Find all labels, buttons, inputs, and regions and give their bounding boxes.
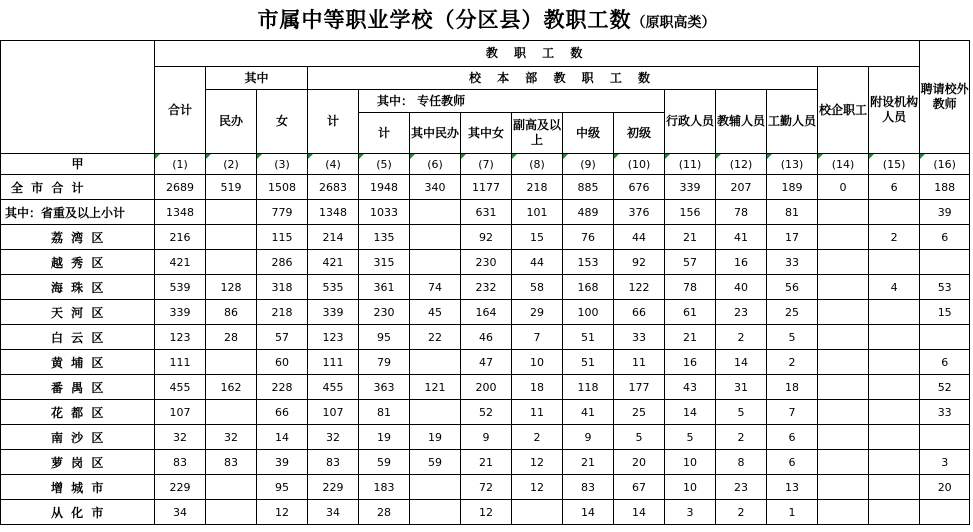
table-cell bbox=[818, 325, 869, 350]
table-cell: 10 bbox=[512, 350, 563, 375]
column-index-cell: (4) bbox=[308, 154, 359, 175]
table-cell bbox=[410, 475, 461, 500]
table-cell: 214 bbox=[308, 225, 359, 250]
table-cell: 92 bbox=[461, 225, 512, 250]
table-cell: 33 bbox=[614, 325, 665, 350]
table-cell bbox=[818, 300, 869, 325]
table-cell: 6 bbox=[767, 425, 818, 450]
table-cell: 177 bbox=[614, 375, 665, 400]
column-index-cell: (7) bbox=[461, 154, 512, 175]
table-cell: 21 bbox=[563, 450, 614, 475]
table-cell: 340 bbox=[410, 175, 461, 200]
table-cell: 200 bbox=[461, 375, 512, 400]
table-cell: 59 bbox=[359, 450, 410, 475]
table-row bbox=[1, 425, 970, 450]
table-cell bbox=[869, 475, 920, 500]
table-cell: 60 bbox=[257, 350, 308, 375]
table-cell: 81 bbox=[359, 400, 410, 425]
table-cell: 31 bbox=[716, 375, 767, 400]
table-cell: 1948 bbox=[359, 175, 410, 200]
header-sub-total: 计 bbox=[308, 90, 359, 154]
table-cell: 6 bbox=[920, 350, 970, 375]
table-cell: 421 bbox=[155, 250, 206, 275]
table-cell: 95 bbox=[359, 325, 410, 350]
column-index-cell: (16) bbox=[920, 154, 970, 175]
header-school-staff: 校 本 部 教 职 工 数 bbox=[308, 67, 818, 90]
table-cell: 19 bbox=[410, 425, 461, 450]
table-cell bbox=[206, 225, 257, 250]
table-cell: 1 bbox=[767, 500, 818, 525]
table-cell: 52 bbox=[461, 400, 512, 425]
table-cell bbox=[920, 500, 970, 525]
header-worker: 工勤人员 bbox=[767, 90, 818, 154]
table-cell: 13 bbox=[767, 475, 818, 500]
table-row bbox=[1, 475, 970, 500]
table-cell bbox=[869, 300, 920, 325]
table-cell: 2 bbox=[767, 350, 818, 375]
table-cell bbox=[869, 425, 920, 450]
table-cell bbox=[410, 400, 461, 425]
table-cell: 9 bbox=[563, 425, 614, 450]
table-cell: 535 bbox=[308, 275, 359, 300]
table-cell: 11 bbox=[614, 350, 665, 375]
table-cell: 6 bbox=[869, 175, 920, 200]
table-row bbox=[1, 225, 970, 250]
table-cell bbox=[410, 500, 461, 525]
table-cell: 12 bbox=[461, 500, 512, 525]
row-label: 海 珠 区 bbox=[1, 275, 155, 300]
table-cell: 51 bbox=[563, 325, 614, 350]
table-cell: 41 bbox=[716, 225, 767, 250]
table-cell: 188 bbox=[920, 175, 970, 200]
table-cell: 455 bbox=[155, 375, 206, 400]
table-cell: 14 bbox=[614, 500, 665, 525]
table-cell: 207 bbox=[716, 175, 767, 200]
table-cell: 32 bbox=[155, 425, 206, 450]
table-cell: 15 bbox=[512, 225, 563, 250]
table-row bbox=[1, 200, 970, 225]
table-cell: 78 bbox=[665, 275, 716, 300]
header-ft-junior: 初级 bbox=[614, 113, 665, 154]
table-cell: 53 bbox=[920, 275, 970, 300]
table-cell bbox=[869, 500, 920, 525]
table-cell: 9 bbox=[461, 425, 512, 450]
table-cell: 0 bbox=[818, 175, 869, 200]
table-cell bbox=[869, 200, 920, 225]
table-cell: 22 bbox=[410, 325, 461, 350]
table-cell: 41 bbox=[563, 400, 614, 425]
column-index-cell: (13) bbox=[767, 154, 818, 175]
row-label: 萝 岗 区 bbox=[1, 450, 155, 475]
table-row bbox=[1, 500, 970, 525]
header-aux: 教辅人员 bbox=[716, 90, 767, 154]
table-cell bbox=[206, 500, 257, 525]
column-index-cell: (14) bbox=[818, 154, 869, 175]
table-cell: 72 bbox=[461, 475, 512, 500]
table-cell: 115 bbox=[257, 225, 308, 250]
table-cell: 43 bbox=[665, 375, 716, 400]
table-cell bbox=[818, 500, 869, 525]
table-cell bbox=[206, 400, 257, 425]
table-cell: 361 bbox=[359, 275, 410, 300]
table-cell: 122 bbox=[614, 275, 665, 300]
table-cell: 66 bbox=[257, 400, 308, 425]
row-label: 南 沙 区 bbox=[1, 425, 155, 450]
table-cell: 12 bbox=[512, 450, 563, 475]
table-row bbox=[1, 175, 970, 200]
header-female: 女 bbox=[257, 90, 308, 154]
table-cell: 14 bbox=[257, 425, 308, 450]
table-cell: 676 bbox=[614, 175, 665, 200]
header-admin: 行政人员 bbox=[665, 90, 716, 154]
header-minban: 民办 bbox=[206, 90, 257, 154]
table-cell: 318 bbox=[257, 275, 308, 300]
header-jia: 甲 bbox=[1, 154, 155, 175]
table-cell: 3 bbox=[665, 500, 716, 525]
table-cell bbox=[920, 425, 970, 450]
table-cell: 111 bbox=[155, 350, 206, 375]
table-cell: 218 bbox=[512, 175, 563, 200]
table-cell: 5 bbox=[716, 400, 767, 425]
table-cell: 229 bbox=[308, 475, 359, 500]
table-cell: 2 bbox=[869, 225, 920, 250]
table-cell: 339 bbox=[155, 300, 206, 325]
table-cell: 2689 bbox=[155, 175, 206, 200]
row-label: 白 云 区 bbox=[1, 325, 155, 350]
header-ft-female: 其中女 bbox=[461, 113, 512, 154]
table-cell bbox=[410, 200, 461, 225]
table-cell: 46 bbox=[461, 325, 512, 350]
table-cell bbox=[869, 250, 920, 275]
table-cell: 58 bbox=[512, 275, 563, 300]
table-cell bbox=[512, 500, 563, 525]
table-cell: 5 bbox=[614, 425, 665, 450]
table-cell: 228 bbox=[257, 375, 308, 400]
column-index-cell: (10) bbox=[614, 154, 665, 175]
table-cell: 83 bbox=[308, 450, 359, 475]
row-label: 番 禺 区 bbox=[1, 375, 155, 400]
row-label: 花 都 区 bbox=[1, 400, 155, 425]
table-cell: 12 bbox=[512, 475, 563, 500]
table-cell: 230 bbox=[461, 250, 512, 275]
table-cell: 83 bbox=[155, 450, 206, 475]
table-cell bbox=[869, 375, 920, 400]
table-cell: 376 bbox=[614, 200, 665, 225]
table-cell: 2 bbox=[716, 500, 767, 525]
column-index-cell: (6) bbox=[410, 154, 461, 175]
column-index-cell: (12) bbox=[716, 154, 767, 175]
table-cell bbox=[920, 250, 970, 275]
table-cell: 2 bbox=[716, 425, 767, 450]
table-cell: 315 bbox=[359, 250, 410, 275]
table-cell bbox=[869, 450, 920, 475]
table-cell: 183 bbox=[359, 475, 410, 500]
column-index-cell: (5) bbox=[359, 154, 410, 175]
table-cell bbox=[818, 400, 869, 425]
table-cell: 57 bbox=[665, 250, 716, 275]
table-cell bbox=[206, 350, 257, 375]
table-cell bbox=[869, 325, 920, 350]
table-cell: 25 bbox=[614, 400, 665, 425]
table-cell: 47 bbox=[461, 350, 512, 375]
table-cell bbox=[869, 400, 920, 425]
row-label: 荔 湾 区 bbox=[1, 225, 155, 250]
table-cell bbox=[818, 200, 869, 225]
column-index-cell: (15) bbox=[869, 154, 920, 175]
table-cell: 1033 bbox=[359, 200, 410, 225]
table-cell: 10 bbox=[665, 450, 716, 475]
table-cell: 32 bbox=[206, 425, 257, 450]
row-label: 越 秀 区 bbox=[1, 250, 155, 275]
table-cell: 7 bbox=[512, 325, 563, 350]
table-cell: 83 bbox=[206, 450, 257, 475]
table-cell: 153 bbox=[563, 250, 614, 275]
table-cell: 455 bbox=[308, 375, 359, 400]
table-cell: 32 bbox=[308, 425, 359, 450]
table-cell bbox=[206, 250, 257, 275]
table-cell: 16 bbox=[716, 250, 767, 275]
table-cell: 29 bbox=[512, 300, 563, 325]
header-ft-senior: 副高及以上 bbox=[512, 113, 563, 154]
table-cell: 1348 bbox=[155, 200, 206, 225]
header-ft-minban: 其中民办 bbox=[410, 113, 461, 154]
table-cell: 10 bbox=[665, 475, 716, 500]
table-cell: 14 bbox=[716, 350, 767, 375]
table-cell: 118 bbox=[563, 375, 614, 400]
row-label: 天 河 区 bbox=[1, 300, 155, 325]
table-cell: 23 bbox=[716, 475, 767, 500]
table-cell: 34 bbox=[155, 500, 206, 525]
table-cell: 111 bbox=[308, 350, 359, 375]
table-cell bbox=[818, 225, 869, 250]
table-cell: 39 bbox=[257, 450, 308, 475]
table-cell bbox=[410, 350, 461, 375]
table-cell: 2 bbox=[716, 325, 767, 350]
header-ft-total: 计 bbox=[359, 113, 410, 154]
table-cell bbox=[206, 475, 257, 500]
table-cell: 5 bbox=[665, 425, 716, 450]
table-cell: 45 bbox=[410, 300, 461, 325]
table-cell bbox=[206, 200, 257, 225]
table-cell bbox=[818, 425, 869, 450]
table-cell: 83 bbox=[563, 475, 614, 500]
table-cell: 6 bbox=[767, 450, 818, 475]
table-cell: 19 bbox=[359, 425, 410, 450]
table-cell: 51 bbox=[563, 350, 614, 375]
table-cell: 339 bbox=[665, 175, 716, 200]
table-cell bbox=[818, 375, 869, 400]
header-among: 其中 bbox=[206, 67, 308, 90]
table-cell: 1348 bbox=[308, 200, 359, 225]
table-cell: 2683 bbox=[308, 175, 359, 200]
table-cell: 164 bbox=[461, 300, 512, 325]
table-cell: 779 bbox=[257, 200, 308, 225]
table-row bbox=[1, 350, 970, 375]
table-cell: 76 bbox=[563, 225, 614, 250]
table-cell: 34 bbox=[308, 500, 359, 525]
table-cell: 20 bbox=[920, 475, 970, 500]
row-label: 其中：省重及以上小计 bbox=[1, 200, 155, 225]
table-cell: 39 bbox=[920, 200, 970, 225]
table-cell: 135 bbox=[359, 225, 410, 250]
column-index-cell: (9) bbox=[563, 154, 614, 175]
table-cell: 20 bbox=[614, 450, 665, 475]
row-label: 增 城 市 bbox=[1, 475, 155, 500]
staff-table bbox=[0, 40, 970, 525]
header-external: 聘请校外教师 bbox=[920, 41, 970, 154]
table-cell: 5 bbox=[767, 325, 818, 350]
header-affiliated: 附设机构人员 bbox=[869, 67, 920, 154]
table-cell: 885 bbox=[563, 175, 614, 200]
table-cell: 339 bbox=[308, 300, 359, 325]
table-cell: 7 bbox=[767, 400, 818, 425]
table-cell: 25 bbox=[767, 300, 818, 325]
table-cell: 79 bbox=[359, 350, 410, 375]
table-cell bbox=[410, 225, 461, 250]
column-index-cell: (8) bbox=[512, 154, 563, 175]
table-cell: 631 bbox=[461, 200, 512, 225]
table-cell: 57 bbox=[257, 325, 308, 350]
table-cell bbox=[410, 250, 461, 275]
table-cell: 519 bbox=[206, 175, 257, 200]
table-cell: 232 bbox=[461, 275, 512, 300]
table-cell: 78 bbox=[716, 200, 767, 225]
table-cell bbox=[818, 350, 869, 375]
table-cell: 128 bbox=[206, 275, 257, 300]
table-cell: 489 bbox=[563, 200, 614, 225]
table-cell: 21 bbox=[665, 225, 716, 250]
table-cell: 100 bbox=[563, 300, 614, 325]
table-cell: 15 bbox=[920, 300, 970, 325]
table-cell: 539 bbox=[155, 275, 206, 300]
table-cell: 123 bbox=[155, 325, 206, 350]
table-cell: 216 bbox=[155, 225, 206, 250]
table-cell: 95 bbox=[257, 475, 308, 500]
table-cell: 286 bbox=[257, 250, 308, 275]
table-cell: 1508 bbox=[257, 175, 308, 200]
table-row bbox=[1, 275, 970, 300]
table-cell: 56 bbox=[767, 275, 818, 300]
table-cell: 363 bbox=[359, 375, 410, 400]
table-cell: 44 bbox=[512, 250, 563, 275]
table-cell: 230 bbox=[359, 300, 410, 325]
column-index-cell: (3) bbox=[257, 154, 308, 175]
table-cell bbox=[818, 275, 869, 300]
header-staff-group: 教 职 工 数 bbox=[155, 41, 920, 67]
table-cell bbox=[920, 325, 970, 350]
table-cell: 74 bbox=[410, 275, 461, 300]
table-cell: 81 bbox=[767, 200, 818, 225]
header-ft-middle: 中级 bbox=[563, 113, 614, 154]
header-full-time: 其中： 专任教师 bbox=[359, 90, 665, 113]
table-cell: 66 bbox=[614, 300, 665, 325]
table-cell: 21 bbox=[461, 450, 512, 475]
column-index-cell: (2) bbox=[206, 154, 257, 175]
table-cell: 33 bbox=[920, 400, 970, 425]
table-cell: 11 bbox=[512, 400, 563, 425]
table-cell: 16 bbox=[665, 350, 716, 375]
table-row bbox=[1, 375, 970, 400]
table-cell: 3 bbox=[920, 450, 970, 475]
table-cell: 229 bbox=[155, 475, 206, 500]
table-cell: 156 bbox=[665, 200, 716, 225]
table-cell: 18 bbox=[512, 375, 563, 400]
table-row bbox=[1, 250, 970, 275]
page-title bbox=[0, 0, 973, 40]
table-cell bbox=[818, 450, 869, 475]
table-cell: 44 bbox=[614, 225, 665, 250]
column-index-cell: (11) bbox=[665, 154, 716, 175]
column-index-cell: (1) bbox=[155, 154, 206, 175]
title-main: 市属中等职业学校（分区县）教职工数 bbox=[257, 8, 632, 32]
table-cell: 101 bbox=[512, 200, 563, 225]
table-row bbox=[1, 325, 970, 350]
row-label: 全 市 合 计 bbox=[1, 175, 155, 200]
table-cell: 189 bbox=[767, 175, 818, 200]
row-label: 黄 埔 区 bbox=[1, 350, 155, 375]
table-row bbox=[1, 450, 970, 475]
table-cell: 59 bbox=[410, 450, 461, 475]
table-cell: 14 bbox=[665, 400, 716, 425]
column-index-row bbox=[1, 154, 970, 175]
table-cell: 28 bbox=[206, 325, 257, 350]
table-cell: 1177 bbox=[461, 175, 512, 200]
table-cell: 33 bbox=[767, 250, 818, 275]
table-cell: 123 bbox=[308, 325, 359, 350]
table-cell: 162 bbox=[206, 375, 257, 400]
table-cell: 6 bbox=[920, 225, 970, 250]
table-cell: 107 bbox=[308, 400, 359, 425]
table-row bbox=[1, 300, 970, 325]
table-cell: 67 bbox=[614, 475, 665, 500]
table-cell: 218 bbox=[257, 300, 308, 325]
table-cell: 23 bbox=[716, 300, 767, 325]
table-cell: 17 bbox=[767, 225, 818, 250]
table-cell: 121 bbox=[410, 375, 461, 400]
table-cell: 421 bbox=[308, 250, 359, 275]
table-cell: 168 bbox=[563, 275, 614, 300]
table-cell bbox=[818, 475, 869, 500]
corner-cell bbox=[1, 41, 155, 154]
row-label: 从 化 市 bbox=[1, 500, 155, 525]
table-cell: 86 bbox=[206, 300, 257, 325]
table-cell: 8 bbox=[716, 450, 767, 475]
table-cell: 52 bbox=[920, 375, 970, 400]
table-cell bbox=[818, 250, 869, 275]
table-cell: 18 bbox=[767, 375, 818, 400]
table-cell: 107 bbox=[155, 400, 206, 425]
title-sub: （原职高类） bbox=[631, 15, 716, 31]
table-cell: 28 bbox=[359, 500, 410, 525]
table-cell: 92 bbox=[614, 250, 665, 275]
table-cell: 61 bbox=[665, 300, 716, 325]
table-cell bbox=[869, 350, 920, 375]
table-row bbox=[1, 400, 970, 425]
table-cell: 4 bbox=[869, 275, 920, 300]
table-cell: 12 bbox=[257, 500, 308, 525]
table-cell: 21 bbox=[665, 325, 716, 350]
header-enterprise: 校企职工 bbox=[818, 67, 869, 154]
table-cell: 2 bbox=[512, 425, 563, 450]
header-total: 合计 bbox=[155, 67, 206, 154]
table-cell: 40 bbox=[716, 275, 767, 300]
table-cell: 14 bbox=[563, 500, 614, 525]
